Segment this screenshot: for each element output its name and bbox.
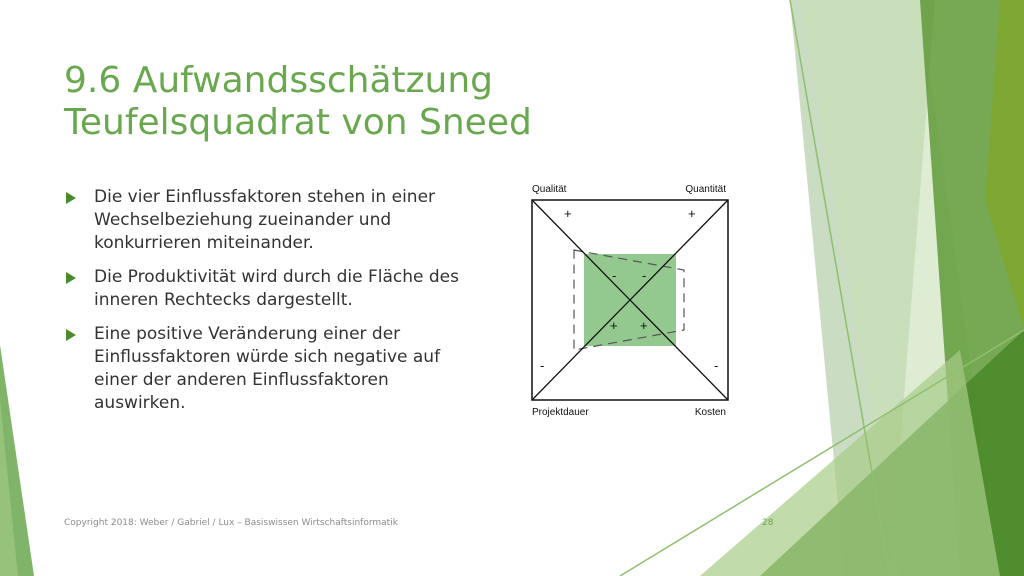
page-number: 28 xyxy=(762,518,774,528)
footer-copyright: Copyright 2018: Weber / Gabriel / Lux – Basiswissen Wirtschaftsinformatik xyxy=(64,518,398,528)
label-quality: Qualität xyxy=(532,184,567,195)
bullet-list xyxy=(64,186,464,426)
sign-costs: - xyxy=(714,358,719,373)
sign-quality: + xyxy=(564,206,572,221)
bullet-text: Die vier Einflussfaktoren stehen in einer Wechselbeziehung zueinander und konkurrieren miteinander. xyxy=(94,187,436,253)
bullet-item xyxy=(64,266,464,312)
inner-sign-bottom-left: + xyxy=(610,318,618,333)
sign-quantity: + xyxy=(688,206,696,221)
inner-sign-top-left: - xyxy=(612,268,617,283)
label-project-duration: Projektdauer xyxy=(532,407,589,418)
bullet-text: Eine positive Veränderung einer der Einflussfaktoren würde sich negative auf einer der anderen Einflussfaktoren auswirken. xyxy=(94,324,441,413)
label-costs: Kosten xyxy=(694,407,726,418)
bullet-arrow-icon xyxy=(66,272,76,284)
bullet-item xyxy=(64,323,464,415)
bullet-item xyxy=(64,186,464,255)
inner-sign-top-right: - xyxy=(642,268,647,283)
title-line-1: 9.6 Aufwandsschätzung xyxy=(64,60,494,101)
label-quantity: Quantität xyxy=(685,184,726,195)
slide-title xyxy=(64,60,532,144)
devil-square-diagram xyxy=(528,180,734,420)
bullet-arrow-icon xyxy=(66,192,76,204)
bullet-text: Die Produktivität wird durch die Fläche des inneren Rechtecks dargestellt. xyxy=(94,267,459,310)
sign-duration: - xyxy=(540,358,545,373)
title-line-2: Teufelsquadrat von Sneed xyxy=(64,102,532,143)
bullet-arrow-icon xyxy=(66,329,76,341)
inner-sign-bottom-right: + xyxy=(640,318,648,333)
